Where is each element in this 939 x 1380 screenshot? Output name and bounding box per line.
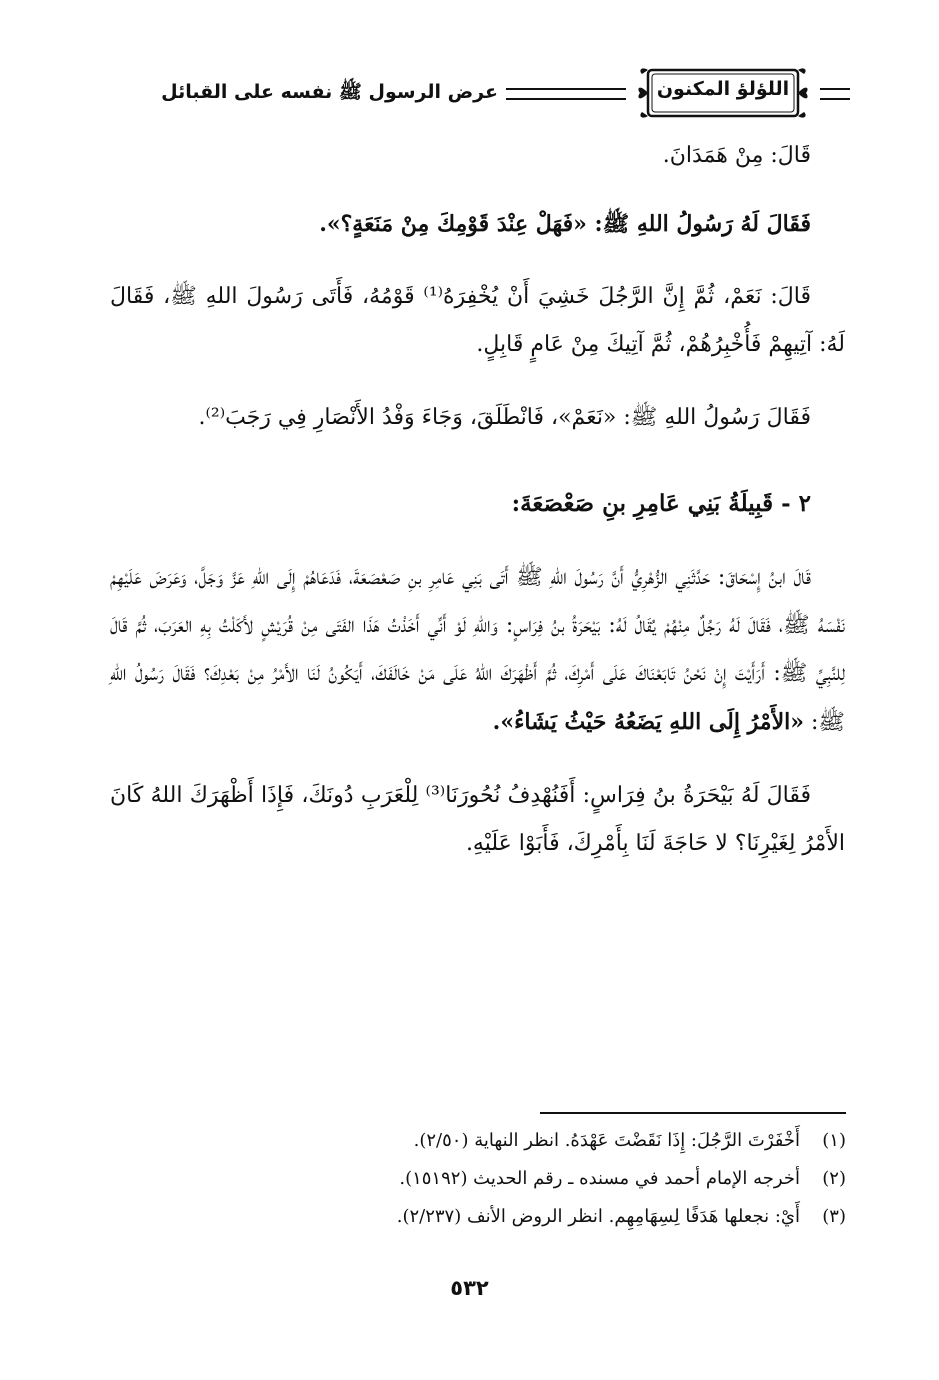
footnote-1 (200, 1122, 846, 1160)
section-heading: ٢ - قَبِيلَةُ بَنِي عَامِرِ بنِ صَعْصَعَةَ: (511, 490, 811, 517)
paragraph-6: فَقَالَ لَهُ بَيْحَرَةُ بنُ فِرَاسٍ: أَفَنُهْدِفُ نُحُورَنَا⁽³⁾ لِلْعَرَبِ دُونَكَ، فَإِذَا أَظْهَرَكَ اللهُ كَانَ الأَمْرُ لِغَيْرِنَا؟ لا حَاجَةَ لَنَا بِأَمْرِكَ، فَأَبَوْا عَلَيْهِ. (110, 783, 845, 856)
paragraph-1: قَالَ: مِنْ هَمَدَانَ. (662, 143, 811, 168)
book-title: اللؤلؤ المكنون (656, 78, 790, 100)
prophet-reply-quote: «الأَمْرُ إِلَى اللهِ يَضَعُهُ حَيْثُ يَشَاءُ». (492, 709, 804, 735)
footnote-separator (540, 1112, 846, 1114)
paragraph-3: قَالَ: نَعَمْ، ثُمَّ إِنَّ الرَّجُلَ خَشِيَ أَنْ يُخْفِرَهُ⁽¹⁾ قَوْمُهُ، فَأَتَى رَسُولَ اللهِ ﷺ، فَقَالَ لَهُ: آتِيهِمْ فَأُخْبِرُهُمْ، ثُمَّ آتِيكَ مِنْ عَامٍ قَابِلٍ. (110, 284, 845, 357)
footnote-3 (200, 1198, 846, 1236)
footnote-number: (٢) (822, 1168, 846, 1189)
footnote-number: (١) (822, 1130, 846, 1151)
running-header (92, 64, 850, 126)
paragraph-5 (110, 554, 845, 747)
footnotes (200, 1122, 846, 1236)
footnote-text: أخرجه الإمام أحمد في مسنده ـ رقم الحديث (١٥١٩٢). (399, 1168, 800, 1189)
book-title-cartouche (634, 64, 812, 122)
footnote-text: أَخْفَرْتَ الرَّجُلَ: إِذَا نَقَضْتَ عَهْدَهُ. انظر النهاية (٢/٥٠). (413, 1130, 800, 1151)
header-double-rule-right (820, 88, 850, 100)
footnote-number: (٣) (822, 1206, 846, 1227)
paragraph-4: فَقَالَ رَسُولُ اللهِ ﷺ: «نَعَمْ»، فَانْطَلَقَ، وَجَاءَ وَفْدُ الأَنْصَارِ فِي رَجَبَ⁽²⁾. (198, 405, 811, 430)
footnote-text: أَيْ: نجعلها هَدَفًا لِسِهَامِهِم. انظر الروض الأنف (٢/٢٣٧). (396, 1206, 800, 1227)
paragraph-5-text: قَالَ ابنُ إِسْحَاقَ: حَدَّثَنِي الزُّهْرِيُّ أَنَّ رَسُولَ اللهِ ﷺ أَتَى بَنِي عَامِرِ بنِ صَعْصَعَةَ، فَدَعَاهُمْ إِلَى اللهِ عَزَّ وَجَلَّ، وَعَرَضَ عَلَيْهِمْ نَفْسَهُ ﷺ، فَقَالَ لَهُ رَجُلٌ مِنْهُمْ يُقَالُ لَهُ: بَيْحَرَةُ بنُ فِرَاسٍ: وَاللهِ لَوْ أَنِّي أَخَذْتُ هَذَا الفَتَى مِنْ قُرَيْشٍ لأَكَلْتُ بِهِ العَرَبَ، ثُمَّ قَالَ لِلنَّبِيِّ ﷺ: أَرَأَيْتَ إِنْ نَحْنُ تَابَعْنَاكَ عَلَى أَمْرِكَ، ثُمَّ أَظْهَرَكَ اللهُ عَلَى مَنْ خَالَفَكَ، أَيَكُونُ لَنَا الأَمْرُ مِنْ بَعْدِكَ؟ فَقَالَ رَسُولُ اللهِ ﷺ: (110, 565, 845, 735)
page-number: ٥٣٢ (450, 1276, 489, 1300)
header-double-rule-middle (506, 88, 626, 100)
main-text (110, 132, 845, 893)
footnote-2 (200, 1160, 846, 1198)
chapter-title: عرض الرسول ﷺ نفسه على القبائل (161, 81, 498, 103)
paragraph-2: فَقَالَ لَهُ رَسُولُ اللهِ ﷺ: «فَهَلْ عِنْدَ قَوْمِكَ مِنْ مَنَعَةٍ؟». (319, 211, 811, 237)
